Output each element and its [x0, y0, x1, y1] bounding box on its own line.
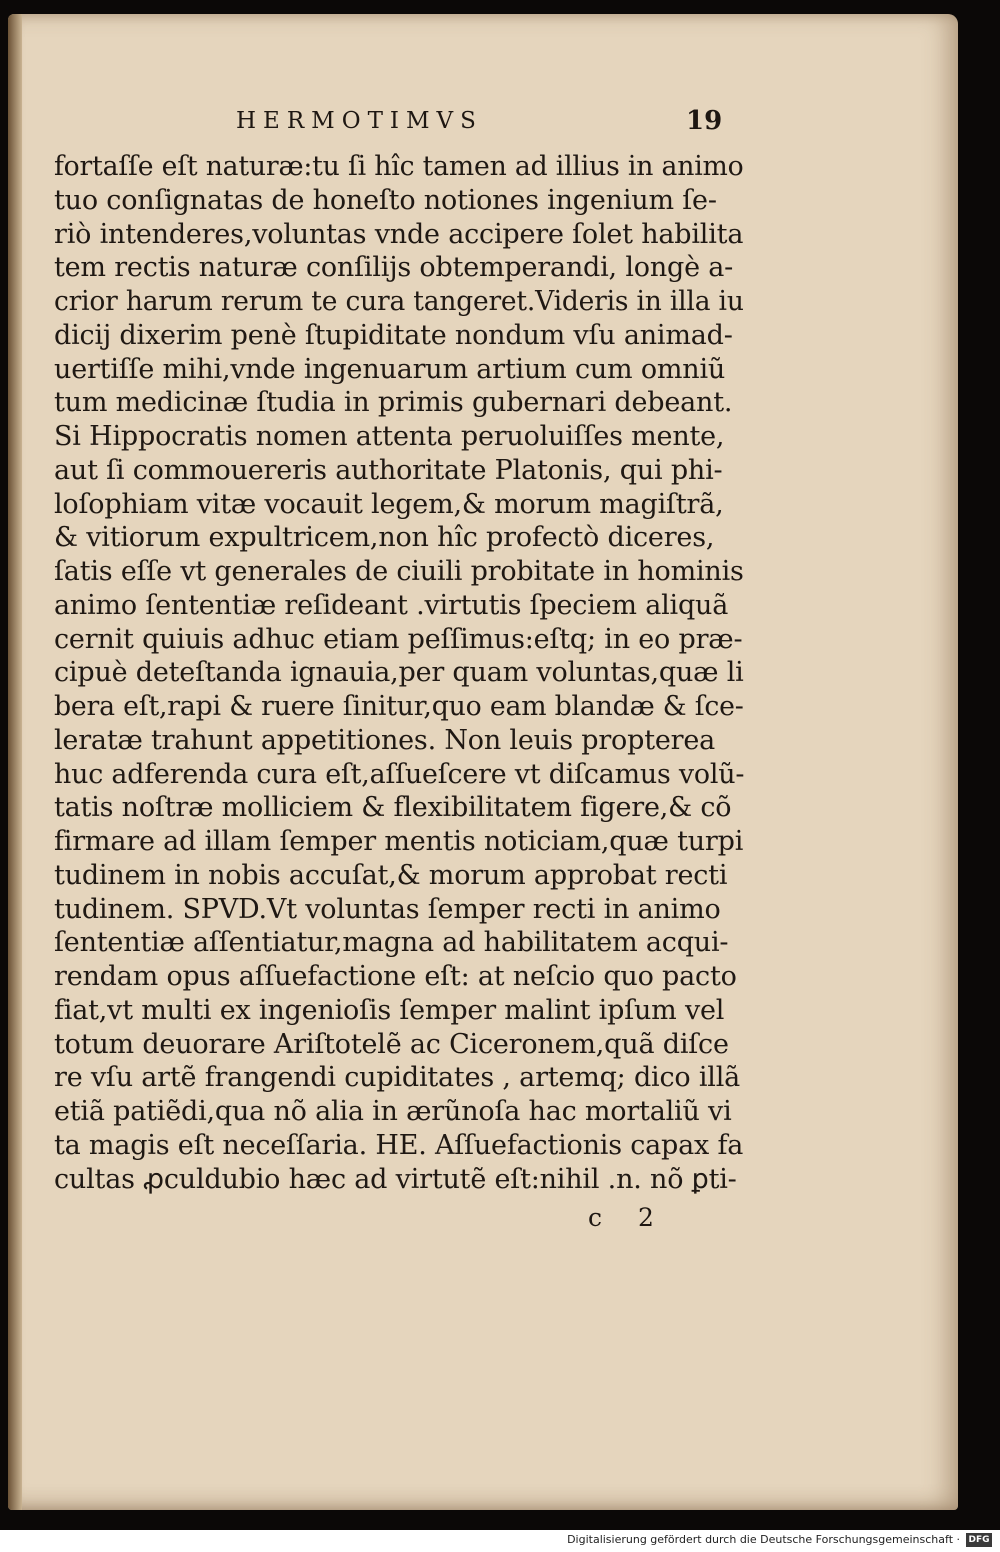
text-line: tum medicinæ ſtudia in primis gubernari debeant. — [54, 387, 733, 419]
text-line: tudinem in nobis accuſat,& morum approbat recti — [54, 859, 728, 891]
text-line: re vſu artẽ frangendi cupiditates , artemq; dico illã — [54, 1062, 741, 1094]
text-line: & vitiorum expultricem,non hîc profectò diceres, — [54, 522, 715, 554]
footer-credit: Digitalisierung gefördert durch die Deutsche Forschungsgemeinschaft · — [567, 1533, 960, 1546]
body-text — [54, 150, 744, 1196]
text-line: fiat,vt multi ex ingenioſis ſemper malint ipſum vel — [54, 994, 725, 1026]
footer-bar — [0, 1530, 1000, 1552]
page-spine-edge — [8, 14, 22, 1510]
text-line: etiã patiẽdi,qua nõ alia in ærũnoſa hac mortaliũ vi — [54, 1096, 732, 1127]
text-line: huc adferenda cura eſt,aſſueſcere vt diſcamus volũ- — [54, 758, 745, 790]
text-line: aut ſi commouereris authoritate Platonis, qui phi- — [54, 454, 723, 486]
text-line: loſophiam vitæ vocauit legem,& morum magiſtrã, — [54, 488, 724, 520]
signature-mark: c 2 — [588, 1203, 668, 1232]
text-line: cernit quiuis adhuc etiam peſſimus:eſtq; in eo præ- — [54, 623, 743, 655]
text-line: tudinem. SPVD.Vt voluntas ſemper recti in animo — [54, 893, 721, 925]
dfg-logo: DFG — [966, 1533, 992, 1547]
page-number: 19 — [686, 106, 723, 136]
text-line: uertiſſe mihi,vnde ingenuarum artium cum omniũ — [54, 353, 726, 385]
text-line: rendam opus aſſuefactione eſt: at neſcio quo pacto — [54, 961, 737, 992]
text-line: tem rectis naturæ conſilijs obtemperandi, longè a- — [54, 252, 734, 284]
text-line: ſatis eſſe vt generales de ciuili probitate in hominis — [54, 556, 744, 587]
text-line: bera eſt,rapi & ruere ſinitur,quo eam blandæ & ſce- — [54, 691, 744, 722]
text-line: totum deuorare Ariſtotelẽ ac Ciceronem,quã diſce — [54, 1028, 729, 1060]
text-line: cipuè deteſtanda ignauia,per quam voluntas,quæ li — [54, 657, 744, 689]
text-line: riò intenderes,voluntas vnde accipere ſolet habilita — [54, 218, 744, 250]
text-line: cultas ꝓculdubio hæc ad virtutẽ eſt:nihil .n. nõ ꝑti- — [54, 1163, 737, 1195]
running-head: HERMOTIMVS — [236, 108, 483, 134]
text-line: ta magis eſt neceſſaria. HE. Aſſuefactionis capax fa — [54, 1129, 744, 1161]
text-line: firmare ad illam ſemper mentis noticiam,quæ turpi — [54, 826, 744, 857]
text-line: tatis noſtræ molliciem & flexibilitatem figere,& cõ — [54, 792, 732, 824]
text-line: animo ſententiæ reſideant .virtutis ſpeciem aliquã — [54, 589, 729, 621]
text-line: leratæ trahunt appetitiones. Non leuis propterea — [54, 724, 716, 756]
text-line: crior harum rerum te cura tangeret.Videris in illa iu — [54, 286, 744, 317]
text-line: ſententiæ aſſentiatur,magna ad habilitatem acqui- — [54, 927, 729, 959]
text-line: Si Hippocratis nomen attenta peruoluiſſes mente, — [54, 421, 725, 452]
text-line: tuo conſignatas de honeſto notiones ingenium ſe- — [54, 184, 717, 216]
text-line: dicij dixerim penè ſtupiditate nondum vſu animad- — [54, 319, 733, 351]
text-line: fortaſſe eſt naturæ:tu ſi hîc tamen ad illius in animo — [54, 151, 744, 182]
